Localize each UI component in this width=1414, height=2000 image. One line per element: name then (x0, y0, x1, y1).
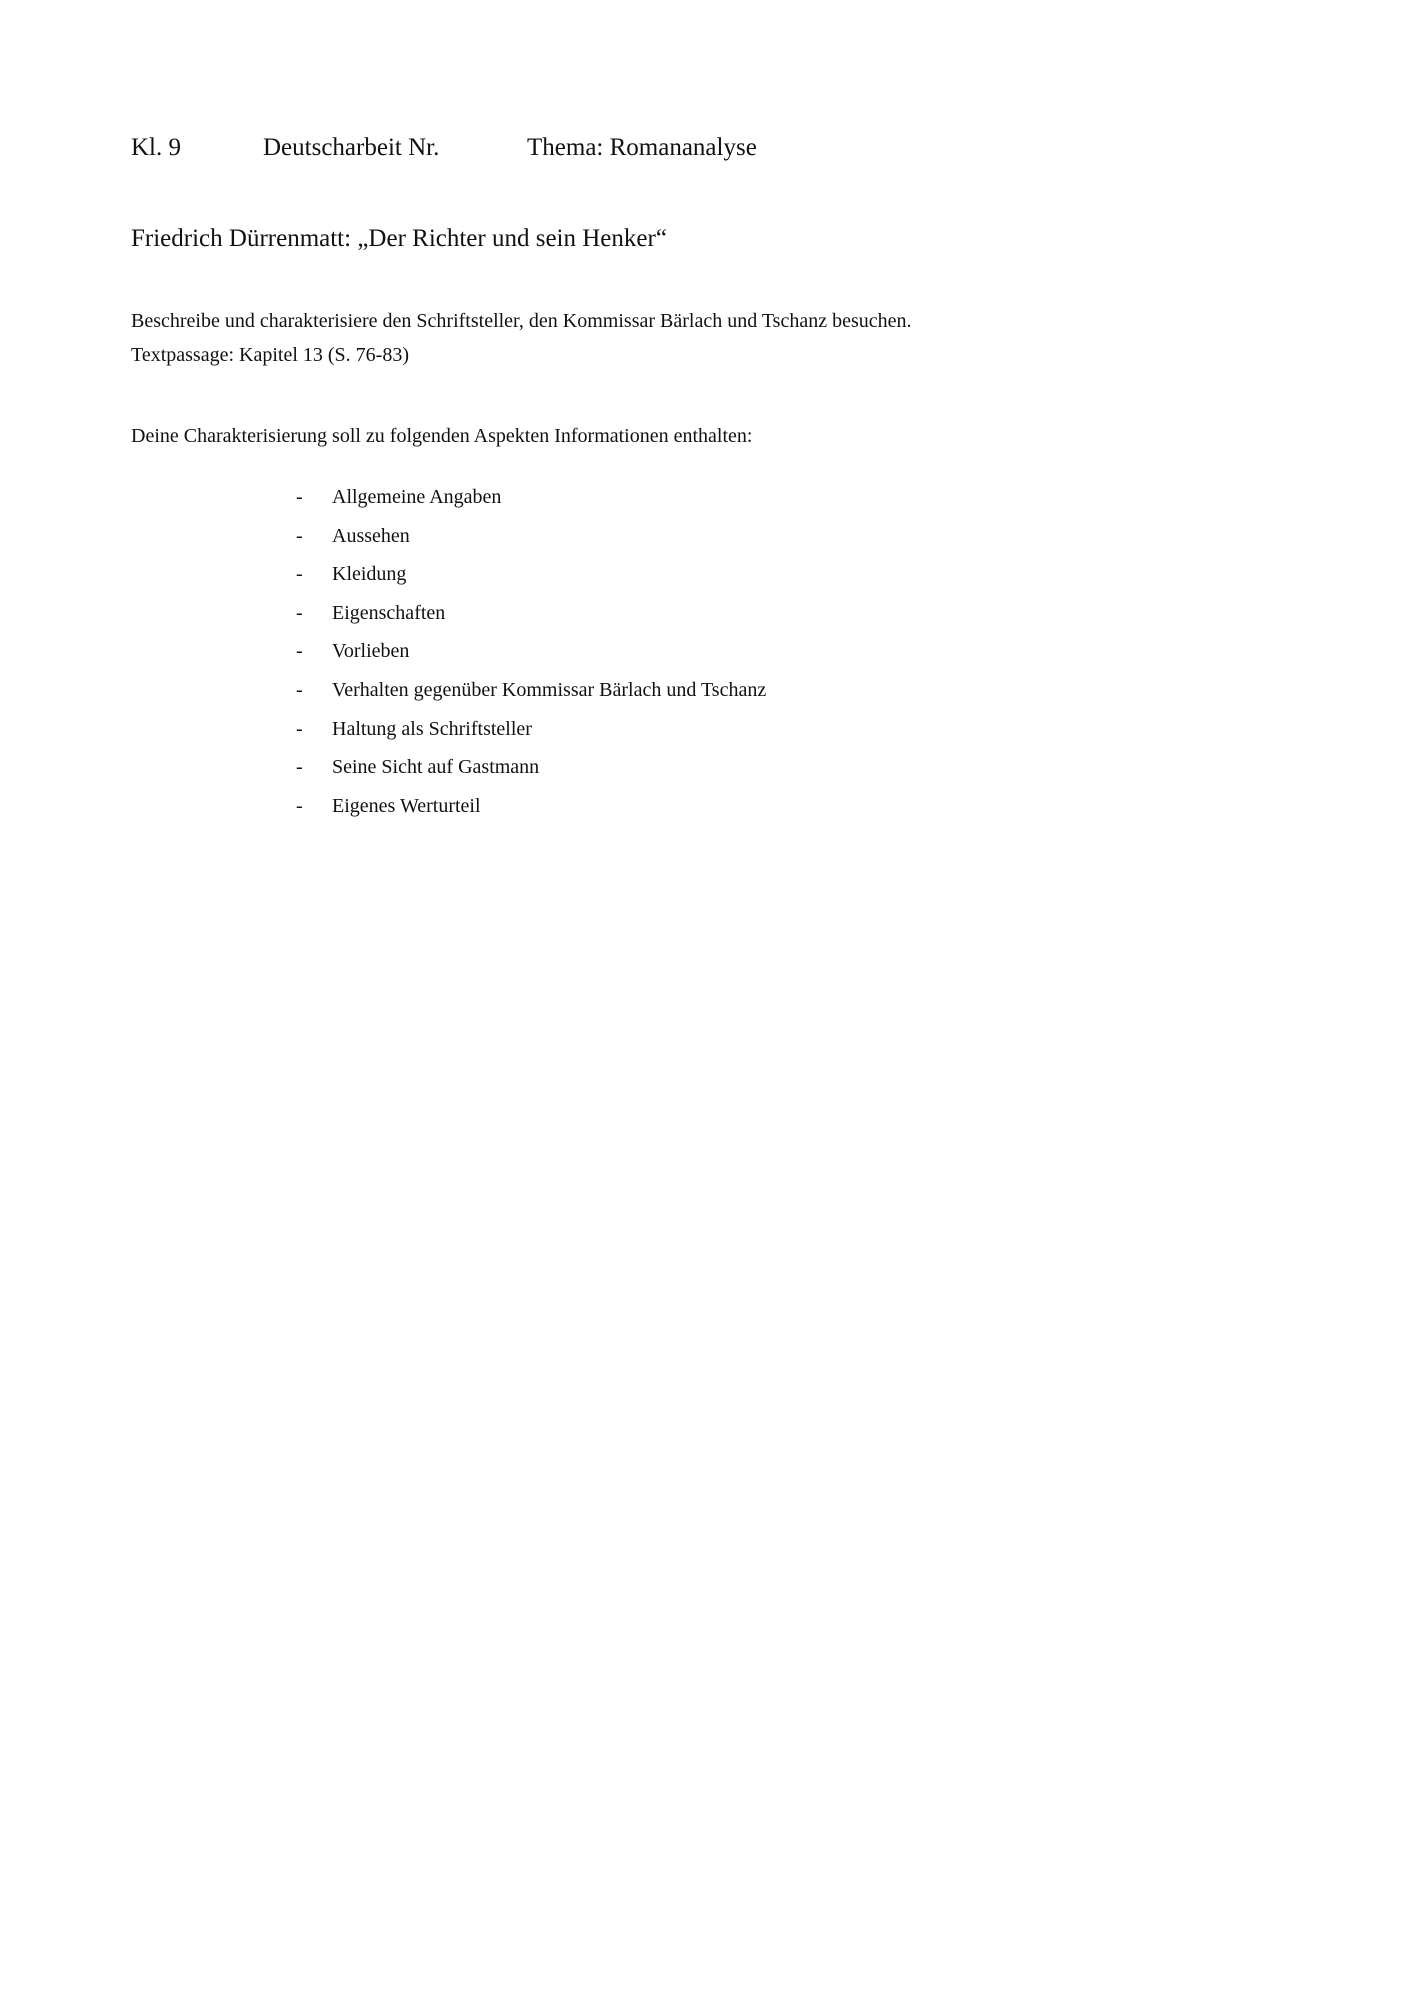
bullet-dash: - (296, 486, 303, 508)
aspect-label: Vorlieben (332, 640, 410, 663)
novel-title: Friedrich Dürrenmatt: „Der Richter und sein Henker“ (131, 225, 667, 252)
task-instruction: Beschreibe und charakterisiere den Schriftsteller, den Kommissar Bärlach und Tschanz besuchen. (131, 310, 912, 332)
bullet-dash: - (296, 794, 303, 817)
aspect-label: Verhalten gegenüber Kommissar Bärlach und Tschanz (332, 678, 767, 701)
aspect-label: Kleidung (332, 563, 407, 586)
aspect-label: Eigenes Werturteil (332, 794, 481, 817)
topic-label: Thema: Romananalyse (527, 134, 757, 161)
bullet-dash: - (296, 563, 303, 586)
bullet-dash: - (296, 756, 303, 779)
bullet-dash: - (296, 640, 303, 663)
class-label: Kl. 9 (131, 134, 181, 161)
aspects-intro: Deine Charakterisierung soll zu folgenden Aspekten Informationen enthalten: (131, 425, 753, 447)
aspect-label: Eigenschaften (332, 601, 446, 624)
aspect-label: Seine Sicht auf Gastmann (332, 756, 540, 779)
exam-header (131, 130, 1031, 170)
bullet-dash: - (296, 678, 303, 701)
text-passage-reference: Textpassage: Kapitel 13 (S. 76-83) (131, 344, 409, 366)
aspect-label: Allgemeine Angaben (332, 486, 502, 508)
exam-number-label: Deutscharbeit Nr. (263, 134, 440, 161)
bullet-dash: - (296, 524, 303, 547)
aspect-label: Aussehen (332, 524, 410, 547)
bullet-dash: - (296, 601, 303, 624)
aspect-label: Haltung als Schriftsteller (332, 717, 532, 740)
bullet-dash: - (296, 717, 303, 740)
